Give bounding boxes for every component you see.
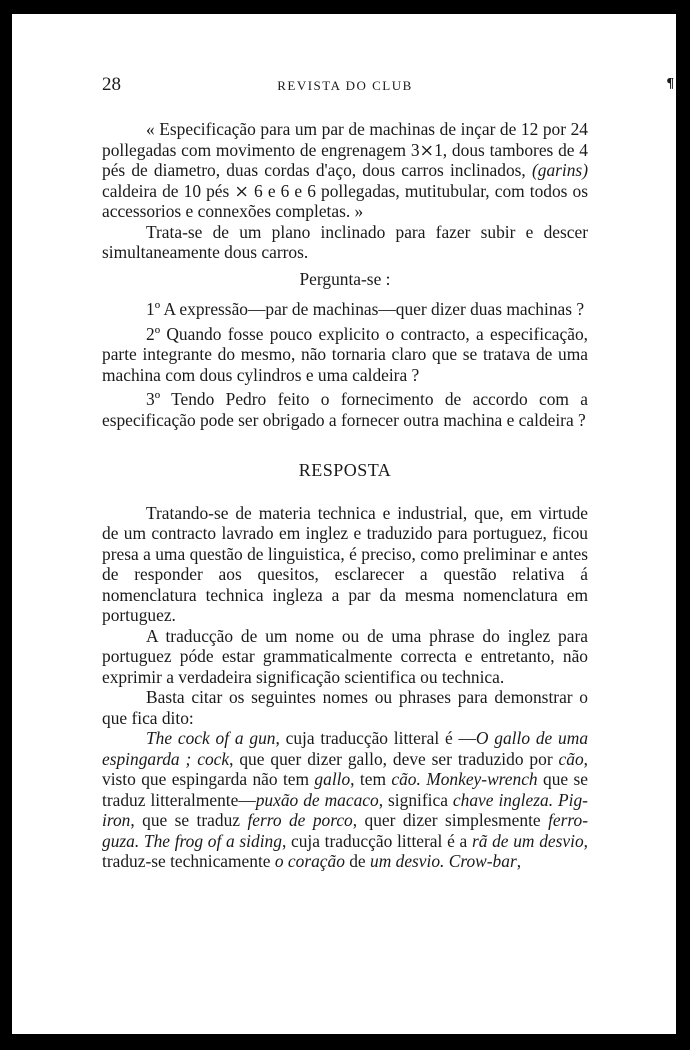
example-text: , cuja traducção litteral é — xyxy=(275,728,476,748)
example-text: , que se traduz xyxy=(130,810,248,830)
context-paragraph: Trata-se de um plano inclinado para fazer subir e descer simultaneamente dous carros. xyxy=(102,221,588,262)
specification-quote: « Especificação para um par de machinas de inçar de 12 por 24 pollegadas com movimento de engrenagem 3⨯1, dous tambores de 4 pés de diametro, duas cordas d'aço, dous carros inclinados, (garins) caldeira de 10 pés ⨯ 6 e 6 e 6 pollegadas, mutitubular, com todos os accessorios e connexões completas. » xyxy=(102,119,588,221)
example-term: puxão de macaco xyxy=(255,789,379,810)
example-term: um desvio. Crow-bar xyxy=(370,851,517,871)
example-term: chave ingleza. Pig-iron xyxy=(102,789,588,830)
garins-term: (garins) xyxy=(531,160,588,180)
examples-paragraph xyxy=(102,728,588,872)
example-text: , significa xyxy=(378,789,453,810)
answer-heading: RESPOSTA xyxy=(298,460,392,480)
margin-mark: ¶ xyxy=(666,76,674,91)
example-term: ferro-guza. The frog of a siding xyxy=(102,810,588,851)
example-term: o coração xyxy=(274,851,345,871)
example-text: , xyxy=(516,851,522,871)
question-2: 2º Quando fosse pouco explicito o contracto, a especificação, parte integrante do mesmo, não tornaria claro que se tratava de uma machina com dous cylindros e uma caldeira ? xyxy=(102,323,588,385)
example-term: cão. Monkey-wrench xyxy=(391,769,538,789)
example-term: cão xyxy=(558,748,584,769)
answer-paragraph-3: Basta citar os seguintes nomes ou phrases para demonstrar o que fica dito: xyxy=(102,687,588,728)
page-number: 28 xyxy=(102,74,121,95)
text-body xyxy=(102,119,588,872)
book-page xyxy=(12,14,676,1034)
question-heading: Pergunta-se : xyxy=(299,268,391,289)
running-header xyxy=(102,74,588,98)
example-text: , cuja traducção litteral é a xyxy=(281,830,472,851)
journal-title: REVISTA DO CLUB xyxy=(277,78,413,93)
example-term: ferro de porco xyxy=(247,810,353,830)
example-text: de xyxy=(344,851,371,871)
example-term: gallo xyxy=(314,769,351,789)
example-term: rã de um desvio xyxy=(471,830,584,851)
example-term: The cock of a gun xyxy=(146,728,276,748)
question-1: 1º A expressão—par de machinas—quer dizer duas machinas ? xyxy=(146,299,585,319)
answer-paragraph-1: Tratando-se de materia technica e industrial, que, em virtude de um contracto lavrado em inglez e traduzido para portuguez, ficou presa a uma questão de linguistica, é preciso, como preliminar e antes de responder aos quesitos, esclarecer a questão relativa á nomenclatura technica ingleza a par da mesma nomenclatura em portuguez. xyxy=(102,502,588,625)
example-term: O gallo de uma espingarda ; cock xyxy=(102,728,589,769)
answer-paragraph-2: A traducção de um nome ou de uma phrase do inglez para portuguez póde estar grammaticalmente correcta e entretanto, não exprimir a verdadeira significação scientifica ou technica. xyxy=(102,625,588,687)
example-text: , traduz-se technicamente xyxy=(102,830,588,871)
example-text: , visto que espingarda não tem xyxy=(102,748,589,789)
example-text: , tem xyxy=(350,769,392,789)
example-text: , que quer dizer gallo, deve ser traduzido por xyxy=(229,748,559,769)
example-text: que se traduz litteralmente— xyxy=(102,769,589,810)
example-text: , quer dizer simplesmente xyxy=(352,810,549,830)
question-3: 3º Tendo Pedro feito o fornecimento de accordo com a especificação pode ser obrigado a fornecer outra machina e caldeira ? xyxy=(102,389,588,430)
